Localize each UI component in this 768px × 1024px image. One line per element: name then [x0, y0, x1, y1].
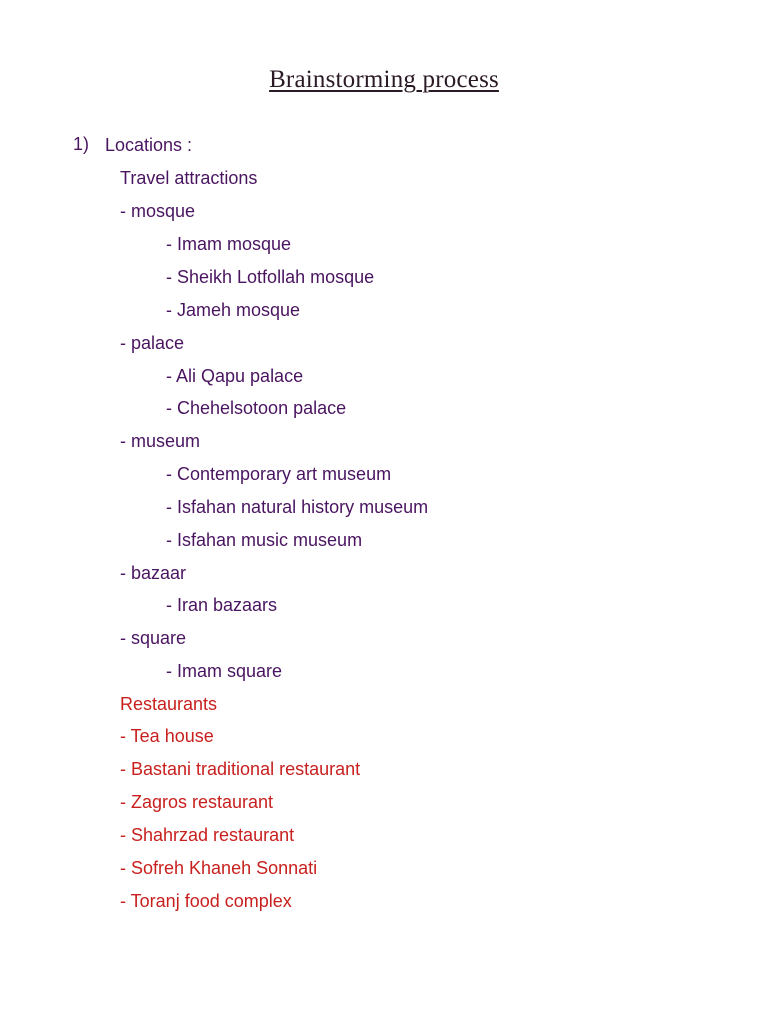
list-item-palace: - palace	[120, 333, 185, 353]
list-item-ali-qapu-palace: - Ali Qapu palace	[166, 366, 304, 386]
list-item-bazaar: - bazaar	[120, 563, 187, 583]
list-item-sheikh-lotfollah-mosque: - Sheikh Lotfollah mosque	[166, 267, 375, 287]
list-item-tea-house: - Tea house	[120, 726, 214, 746]
list-item-sofreh-khaneh-sonnati: - Sofreh Khaneh Sonnati	[120, 858, 318, 878]
list-item-restaurants: Restaurants	[120, 694, 218, 714]
list-item-mosque: - mosque	[120, 201, 196, 221]
list-item-square: - square	[120, 628, 187, 648]
list-item-music-museum: - Isfahan music museum	[166, 530, 363, 550]
list-item-chehelsotoon-palace: - Chehelsotoon palace	[166, 398, 347, 418]
section-heading: Locations :	[105, 135, 193, 155]
list-item-contemporary-art-museum: - Contemporary art museum	[166, 464, 392, 484]
list-item-shahrzad-restaurant: - Shahrzad restaurant	[120, 825, 295, 845]
list-item-museum: - museum	[120, 431, 201, 451]
section-number: 1)	[73, 134, 90, 154]
list-item-zagros-restaurant: - Zagros restaurant	[120, 792, 274, 812]
page-title: Brainstorming process	[269, 66, 499, 93]
list-item-imam-mosque: - Imam mosque	[166, 234, 292, 254]
list-item-imam-square: - Imam square	[166, 661, 283, 681]
list-item-bastani-restaurant: - Bastani traditional restaurant	[120, 759, 361, 779]
list-item-jameh-mosque: - Jameh mosque	[166, 300, 301, 320]
list-item-travel-attractions: Travel attractions	[120, 168, 258, 188]
list-item-iran-bazaars: - Iran bazaars	[166, 595, 278, 615]
list-item-natural-history-museum: - Isfahan natural history museum	[166, 497, 429, 517]
list-item-toranj-food-complex: - Toranj food complex	[120, 891, 292, 911]
